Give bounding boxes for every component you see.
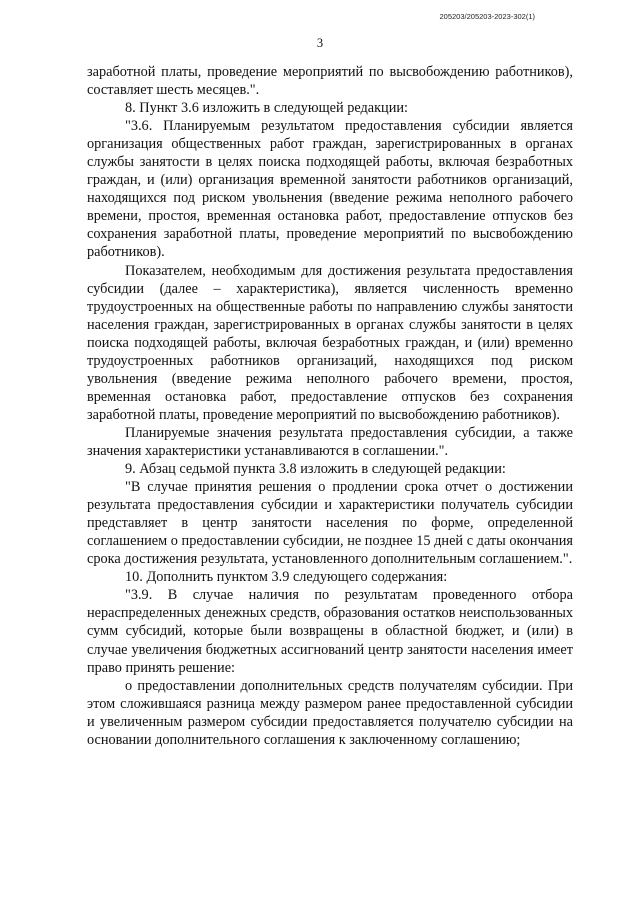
paragraph: "3.9. В случае наличия по результатам проведенного отбора нераспределенных денежных средств, образования остатков неиспользованных сумм субсидий, которые были возвращены в областной бюджет, и (или) в случае увеличения бюджетных ассигнований центр занятости населения имеет право принять решение: (87, 587, 573, 676)
paragraph: заработной платы, проведение мероприятий по высвобождению работников), составляет шесть месяцев.". (87, 64, 573, 99)
paragraph: "В случае принятия решения о продлении срока отчет о достижении результата предоставления субсидии и характеристики получатель субсидии представляет в центр занятости населения по форме, определенной соглашением о предоставлении субсидии, не позднее 15 дней с даты окончания срока достижения результата, установленного дополнительным соглашением.". (87, 479, 573, 568)
paragraph: о предоставлении дополнительных средств получателям субсидии. При этом сложившаяся разница между размером ранее предоставленной субсидии и увеличенным размером субсидии предоставляется получателю субсидии на основании дополнительного соглашения к заключенному соглашению; (87, 677, 573, 748)
paragraph: Планируемые значения результата предоставления субсидии, а также значения характеристики устанавливаются в соглашении.". (87, 424, 573, 459)
page-number: 3 (316, 36, 324, 50)
paragraph: 10. Дополнить пунктом 3.9 следующего содержания: (125, 569, 448, 586)
paragraph: "3.6. Планируемым результатом предоставления субсидии является организация общественных работ граждан, зарегистрированных в органах службы занятости в целях поиска подходящей работы, включая безработных граждан, и (или) организация временной занятости работников организаций, находящихся под риском увольнения (введение режима неполного рабочего времени, простоя, временная остановка работ, предоставление отпусков без сохранения заработной платы, проведение мероприятий по высвобождению работников). (87, 118, 573, 261)
document-code: 205203/205203-2023-302(1) (439, 12, 535, 21)
paragraph: 9. Абзац седьмой пункта 3.8 изложить в следующей редакции: (125, 461, 506, 478)
document-body (87, 63, 573, 749)
paragraph: Показателем, необходимым для достижения результата предоставления субсидии (далее – характеристика), является численность временно трудоустроенных на общественные работы по направлению службы занятости населения граждан, зарегистрированных в органах службы занятости в целях поиска подходящей работы, включая безработных граждан, и (или) временно трудоустроенных работников организаций, находящихся под риском увольнения (введение режима неполного рабочего времени, простоя, временная остановка работ, предоставление отпусков без сохранения заработной платы, проведение мероприятий по высвобождению работников). (87, 262, 573, 423)
paragraph: 8. Пункт 3.6 изложить в следующей редакции: (125, 100, 408, 117)
